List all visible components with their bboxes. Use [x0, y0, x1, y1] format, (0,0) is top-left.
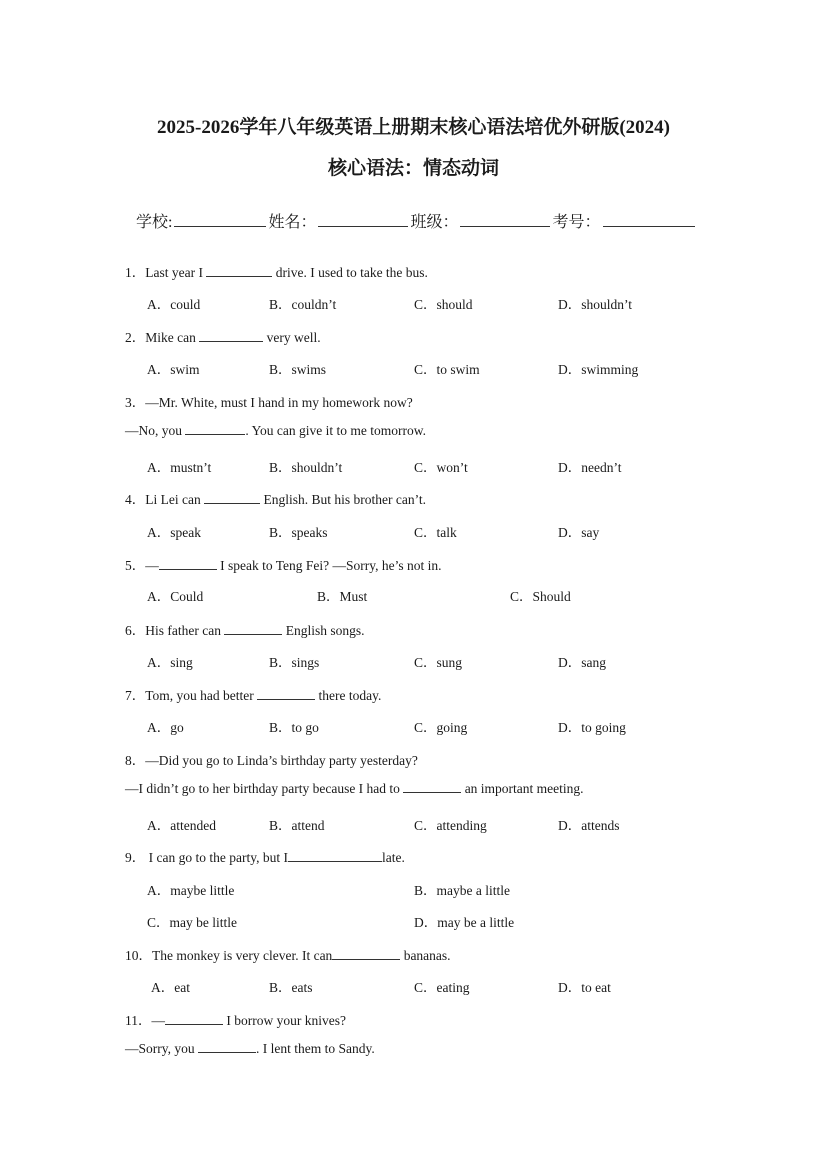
question-stem [125, 326, 321, 346]
option-d: D．sang [558, 655, 606, 670]
option-d: D．say [558, 525, 600, 540]
exam-no-blank[interactable] [603, 212, 695, 227]
stem-text: 6．His father can [125, 623, 221, 638]
option-a: A．attended [147, 818, 216, 833]
stem-text: I speak to Teng Fei? —Sorry, he’s not in. [220, 558, 442, 573]
option-d: D．to going [558, 720, 626, 735]
school-blank[interactable] [174, 212, 266, 227]
answer-blank[interactable] [206, 266, 272, 277]
stem-text: I borrow your knives? [226, 1013, 346, 1028]
option-a: A．eat [151, 980, 190, 995]
option-c: C．won’t [414, 460, 468, 475]
class-blank[interactable] [460, 212, 550, 227]
answer-blank[interactable] [204, 493, 260, 504]
stem-text: —No, you [125, 423, 182, 438]
stem-text: . I lent them to Sandy. [256, 1041, 375, 1056]
stem-text: 7．Tom, you had better [125, 688, 254, 703]
answer-blank[interactable] [199, 331, 263, 342]
question-stem [125, 619, 364, 639]
option-c: C．going [414, 720, 468, 735]
option-b: B．sings [269, 655, 320, 670]
stem-text: 5．— [125, 558, 159, 573]
answer-blank[interactable] [257, 689, 315, 700]
option-b: B．shouldn’t [269, 460, 343, 475]
option-c: C．attending [414, 818, 487, 833]
option-c: C．to swim [414, 362, 480, 377]
option-b: B．attend [269, 818, 325, 833]
option-d: D．swimming [558, 362, 639, 377]
option-c: C．talk [414, 525, 457, 540]
option-d: D．may be a little [414, 915, 515, 930]
exam-no-label: 考号： [552, 214, 601, 231]
option-c: C．Should [510, 589, 571, 604]
option-b: B．swims [269, 362, 327, 377]
answer-blank[interactable] [288, 851, 382, 862]
answer-blank[interactable] [403, 782, 461, 793]
stem-text: there today. [318, 688, 382, 703]
stem-text: 4．Li Lei can [125, 492, 201, 507]
option-a: A．Could [147, 589, 204, 604]
name-blank[interactable] [318, 212, 408, 227]
stem-text: —I didn’t go to her birthday party because I had to [125, 781, 400, 796]
option-b: B．speaks [269, 525, 328, 540]
question-stem-line2 [125, 423, 426, 439]
option-c: C．sung [414, 655, 463, 670]
option-b: B．maybe a little [414, 883, 510, 898]
answer-blank[interactable] [198, 1042, 256, 1053]
option-c: C．eating [414, 980, 470, 995]
answer-blank[interactable] [159, 559, 217, 570]
option-b: B．Must [317, 589, 368, 604]
option-d: D．to eat [558, 980, 611, 995]
option-d: D．shouldn’t [558, 297, 633, 312]
option-a: A．mustn’t [147, 460, 212, 475]
question-stem [125, 488, 426, 508]
stem-text: bananas. [403, 948, 451, 963]
question-stem: 3．—Mr. White, must I hand in my homework now? [125, 395, 413, 410]
option-c: C．may be little [147, 915, 237, 930]
option-b: B．couldn’t [269, 297, 337, 312]
answer-blank[interactable] [224, 624, 282, 635]
document-title: 2025-2026学年八年级英语上册期末核心语法培优外研版(2024) [157, 117, 670, 138]
question-stem [125, 261, 428, 281]
class-label: 班级： [410, 214, 459, 231]
stem-text: . You can give it to me tomorrow. [245, 423, 426, 438]
stem-text: English songs. [285, 623, 365, 638]
answer-blank[interactable] [185, 424, 245, 435]
option-a: A．speak [147, 525, 201, 540]
stem-text: drive. I used to take the bus. [275, 265, 428, 280]
option-c: C．should [414, 297, 473, 312]
option-a: A．maybe little [147, 883, 235, 898]
option-a: A．sing [147, 655, 193, 670]
school-label: 学校: [136, 214, 173, 231]
stem-text: late. [381, 850, 405, 865]
question-stem [125, 1009, 346, 1029]
option-d: D．attends [558, 818, 620, 833]
question-stem-line2 [125, 781, 584, 797]
stem-text: 10．The monkey is very clever. It can [125, 948, 333, 963]
name-label: 姓名： [268, 214, 317, 231]
option-b: B．to go [269, 720, 319, 735]
question-stem [125, 554, 442, 574]
stem-text: very well. [266, 330, 321, 345]
question-stem [125, 944, 451, 964]
stem-text: —Sorry, you [125, 1041, 195, 1056]
stem-text: 2．Mike can [125, 330, 196, 345]
option-d: D．needn’t [558, 460, 622, 475]
option-a: A．swim [147, 362, 200, 377]
option-a: A．could [147, 297, 201, 312]
question-stem [125, 684, 381, 704]
answer-blank[interactable] [332, 949, 400, 960]
stem-text: an important meeting. [464, 781, 584, 796]
stem-text: 9． I can go to the party, but I [125, 850, 288, 865]
document-subtitle: 核心语法：情态动词 [327, 158, 499, 179]
stem-text: 11．— [125, 1013, 165, 1028]
student-info-row [136, 209, 697, 232]
stem-text: 1．Last year I [125, 265, 203, 280]
answer-blank[interactable] [165, 1014, 223, 1025]
question-stem [125, 846, 405, 866]
stem-text: English. But his brother can’t. [263, 492, 426, 507]
question-stem-line2 [125, 1041, 375, 1057]
option-a: A．go [147, 720, 184, 735]
question-stem: 8．—Did you go to Linda’s birthday party yesterday? [125, 753, 418, 768]
option-b: B．eats [269, 980, 313, 995]
